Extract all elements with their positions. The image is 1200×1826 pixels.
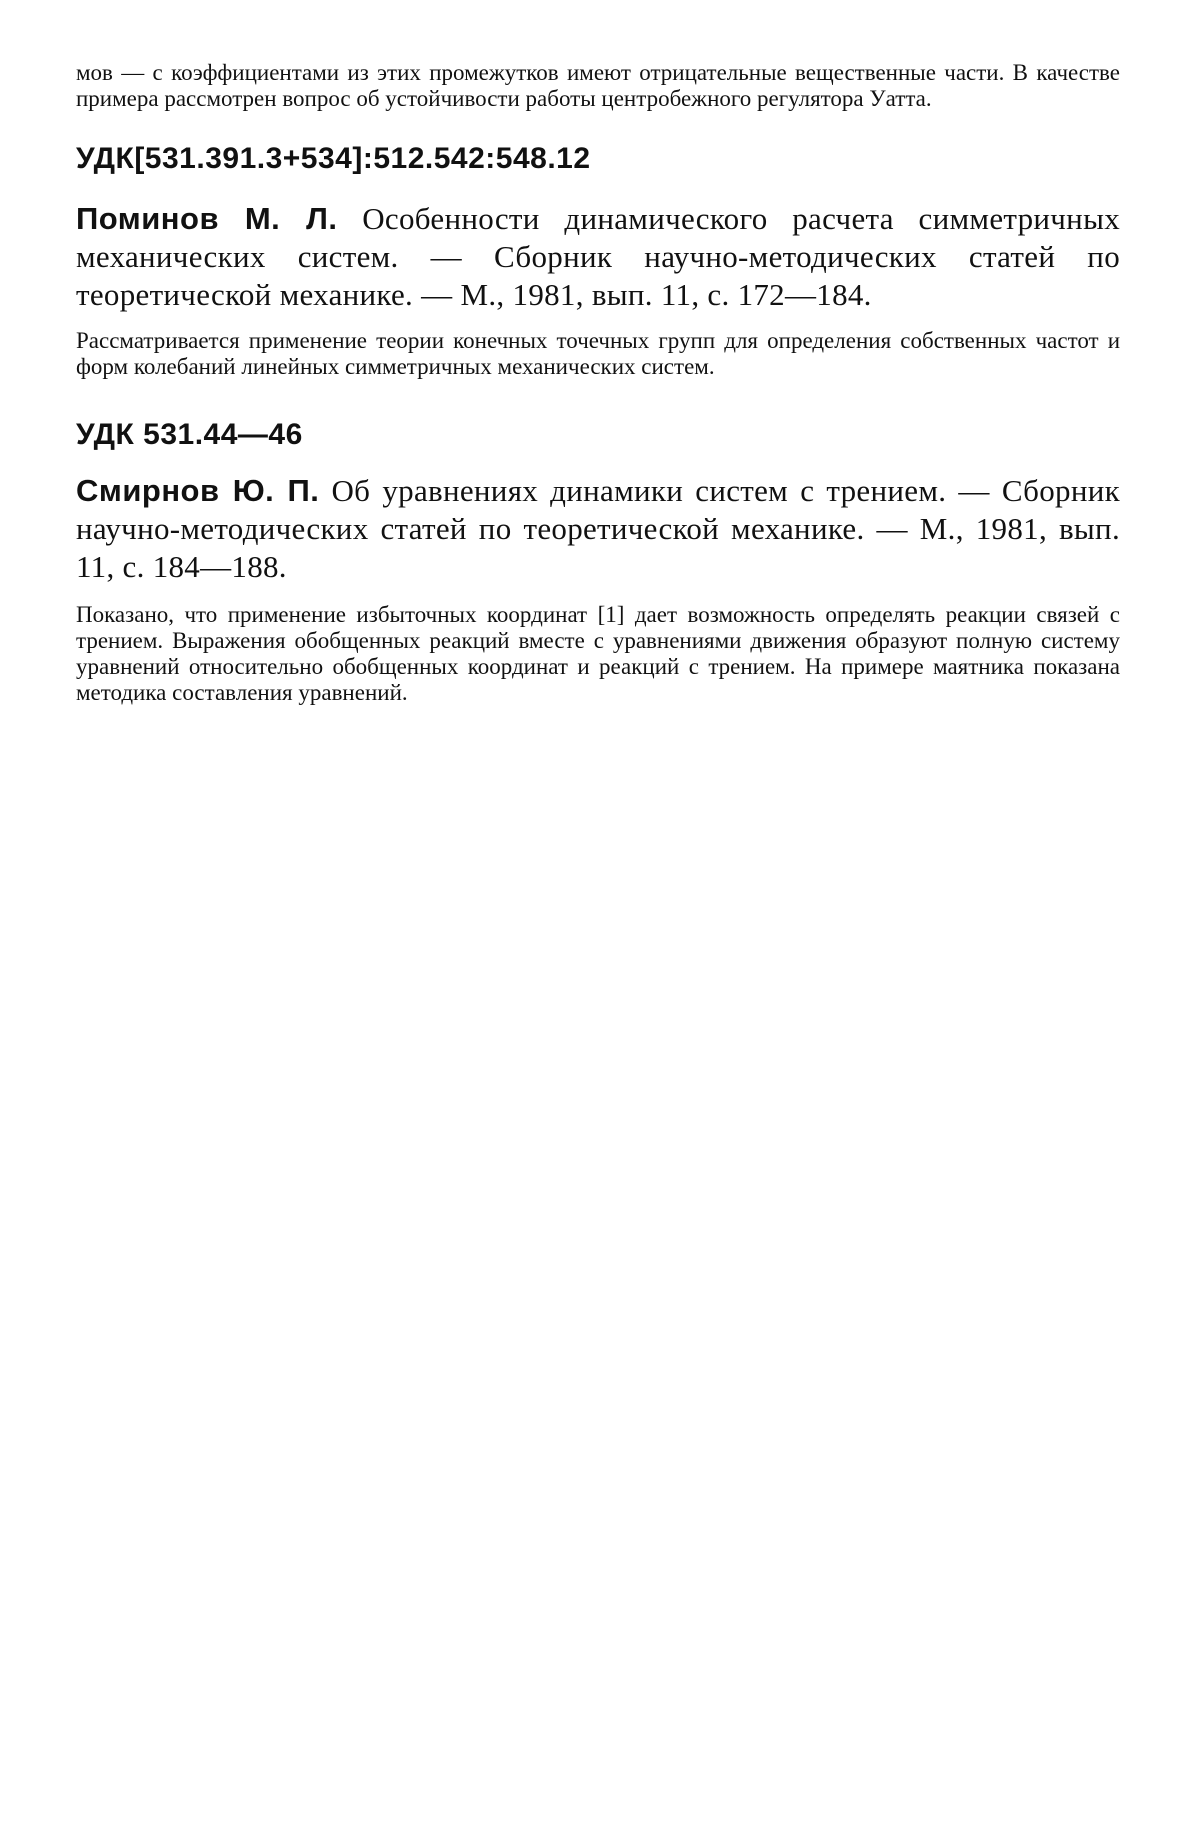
abstract-text: Рассматривается применение теории конечных точечных групп для определения собственных частот и форм колебаний линейных симметричных механических систем.: [76, 327, 1120, 380]
udc-code: УДК[531.391.3+534]:512.542:548.12: [76, 142, 591, 176]
bibliographic-entry: [76, 200, 1120, 313]
udc-code: УДК 531.44—46: [76, 418, 303, 452]
author-name: Поминов М. Л.: [76, 201, 338, 237]
citation-text: Особенности динамического расчета симметричных механических систем. — Сборник научно-методических статей по теоретической механике. — М., 1981, вып. 11, с. 172—184.: [76, 201, 1121, 313]
citation-text: Об уравнениях динамики систем с трением. — Сборник научно-методических статей по теоретической механике. — М., 1981, вып. 11, с. 184—188.: [76, 473, 1120, 584]
author-name: Смирнов Ю. П.: [76, 473, 320, 509]
document-page: [76, 60, 1120, 707]
abstract-text: Показано, что применение избыточных координат [1] дает возможность определять реакции связей с трением. Выражения обобщенных реакций вместе с уравнениями движения образуют полную систему уравнений относительно обобщенных координат и реакций с трением. На примере маятника показана методика составления уравнений.: [76, 601, 1120, 706]
abstract-continuation: мов — с коэффициентами из этих промежутков имеют отрицательные вещественные части. В качестве примера рассмотрен вопрос об устойчивости работы центробежного регулятора Уатта.: [76, 60, 1120, 112]
bibliographic-entry: [76, 472, 1120, 585]
